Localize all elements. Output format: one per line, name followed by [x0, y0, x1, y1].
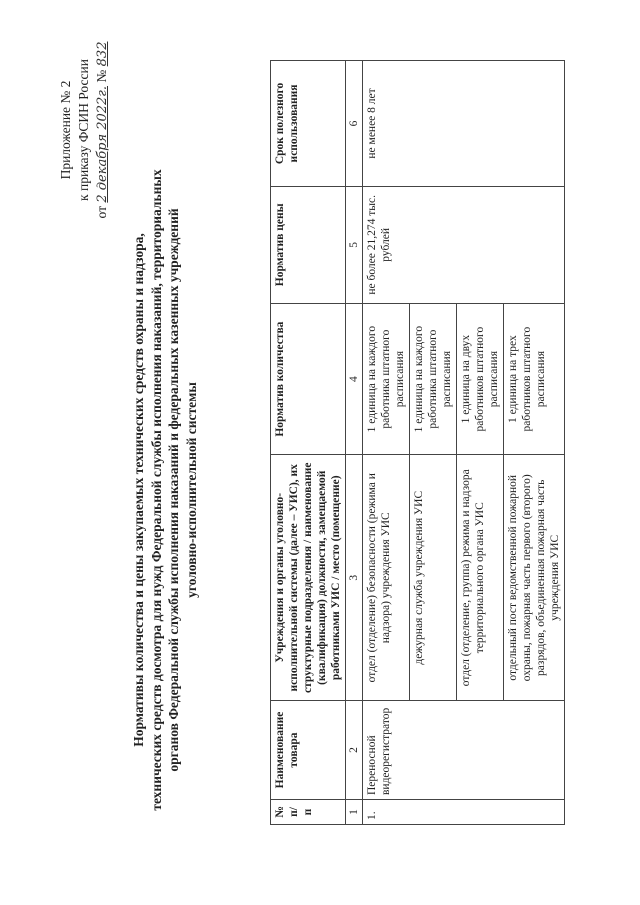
institution-unit: отдельный пост ведомственной пожарной охраны, пожарная часть первого (второго) разрядов, объединенная пожарная часть учреждения УИС: [504, 455, 565, 701]
appendix-order-ref: к приказу ФСИН России: [76, 59, 91, 201]
header-item-name: Наименование товара: [271, 701, 346, 800]
column-number: 1: [346, 800, 363, 825]
institution-unit: отдел (отделение) безопасности (режима и надзора) учреждения УИС: [363, 455, 410, 701]
institution-unit: отдел (отделение, группа) режима и надзора территориального органа УИС: [457, 455, 504, 701]
date-prefix: от: [94, 206, 109, 219]
column-number-row: [346, 61, 363, 825]
table-row: [363, 61, 410, 825]
heading-line-4: уголовно-исполнительной системы: [183, 382, 199, 598]
column-number: 6: [346, 61, 363, 187]
header-institutions: Учреждения и органы уголовно-исполнительной системы (далее – УИС), их структурные подразделения / наименование (квалификация) должности, замещаемой работниками УИС / место (помещение): [271, 455, 346, 701]
appendix-block: [57, 30, 112, 230]
quantity-norm: 1 единица на каждого работника штатного расписания: [363, 303, 410, 455]
header-price-norm: Норматив цены: [271, 186, 346, 303]
institution-unit: дежурная служба учреждения УИС: [410, 455, 457, 701]
quantity-norm: 1 единица на каждого работника штатного расписания: [410, 303, 457, 455]
document-heading: [130, 145, 200, 835]
quantity-norm: 1 единица на двух работников штатного расписания: [457, 303, 504, 455]
header-number: № п/п: [271, 800, 346, 825]
quantity-norm: 1 единица на трех работников штатного расписания: [504, 303, 565, 455]
price-norm: не более 21,274 тыс. рублей: [363, 186, 565, 303]
handwritten-date: 2 декабря 2022г.: [95, 85, 110, 203]
row-number: 1.: [363, 800, 565, 825]
column-number: 2: [346, 701, 363, 800]
item-name: Переносной видеорегистратор: [363, 701, 565, 800]
norms-table: [270, 60, 565, 825]
useful-life: не менее 8 лет: [363, 61, 565, 187]
heading-line-2: технических средств досмотра для нужд Федеральной службы исполнения наказаний, территориальных: [148, 169, 164, 811]
header-quantity-norm: Норматив количества: [271, 303, 346, 455]
appendix-title: Приложение № 2: [58, 80, 73, 180]
heading-line-3: органов Федеральной службы исполнения наказаний и федеральных казенных учреждений: [166, 208, 181, 772]
number-prefix: №: [94, 69, 109, 83]
column-number: 4: [346, 303, 363, 455]
handwritten-order-number: 832: [95, 41, 110, 67]
header-useful-life: Срок полезного использования: [271, 61, 346, 187]
table-header-row: [271, 61, 346, 825]
column-number: 5: [346, 186, 363, 303]
heading-line-1: Нормативы количества и цены закупаемых технических средств охраны и надзора,: [131, 233, 146, 747]
appendix-date-line: [93, 30, 112, 230]
column-number: 3: [346, 455, 363, 701]
